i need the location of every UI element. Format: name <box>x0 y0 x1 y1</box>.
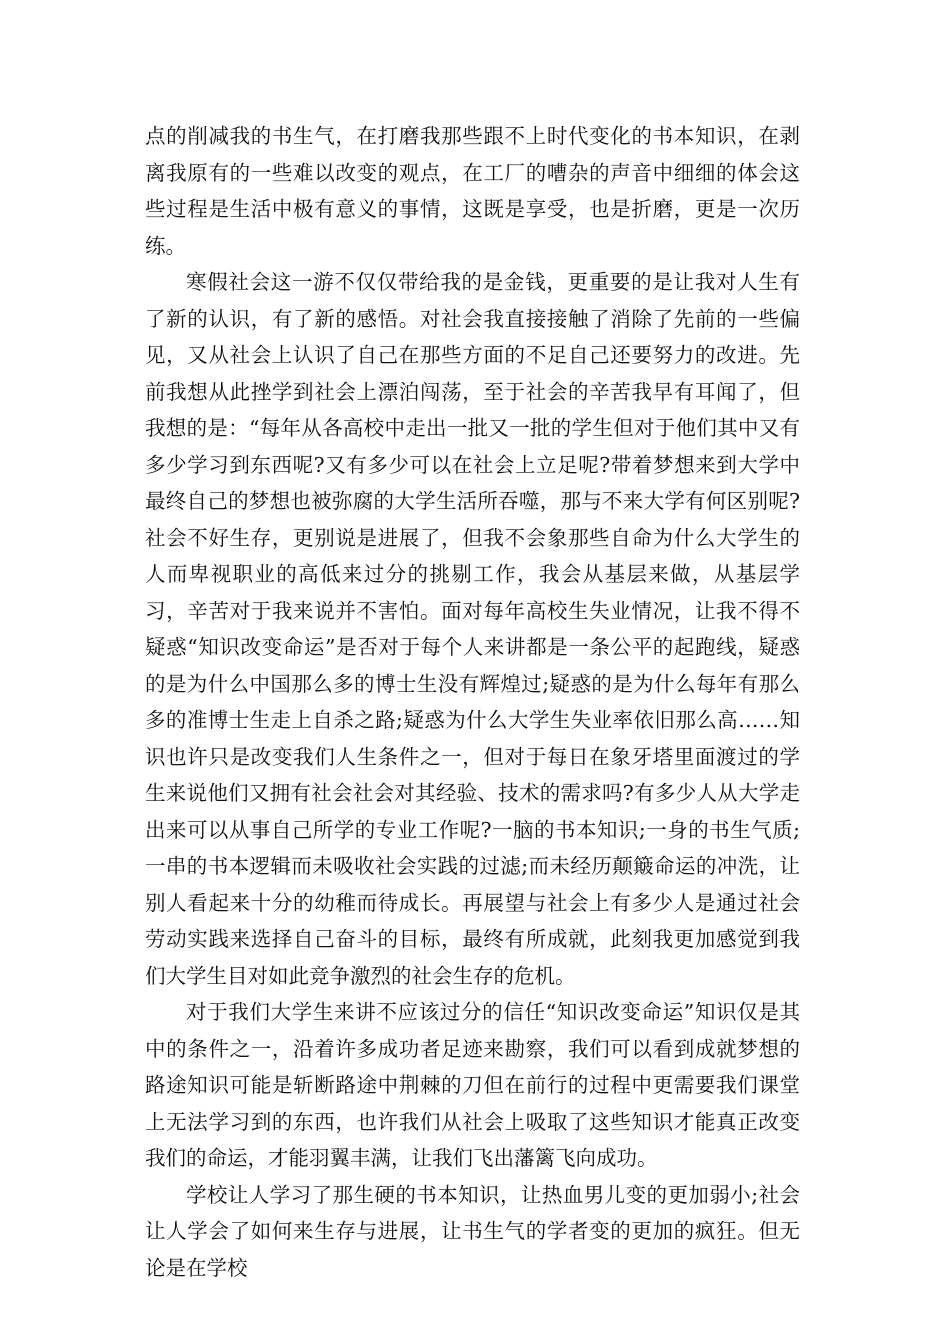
document-body <box>145 118 800 1286</box>
paragraph-4: 学校让人学习了那生硬的书本知识，让热血男儿变的更加弱小;社会让人学会了如何来生存与进展，让书生气的学者变的更加的疯狂。但无论是在学校 <box>145 1182 800 1280</box>
paragraph-3: 对于我们大学生来讲不应该过分的信任“知识改变命运”知识仅是其中的条件之一，沿着许多成功者足迹来勘察，我们可以看到成就梦想的路途知识可能是斩断路途中荆棘的刀但在前行的过程中更需要我们课堂上无法学习到的东西，也许我们从社会上吸取了这些知识才能真正改变我们的命运，才能羽翼丰满，让我们飞出藩篱飞向成功。 <box>145 1000 800 1170</box>
paragraph-2: 寒假社会这一游不仅仅带给我的是金钱，更重要的是让我对人生有了新的认识，有了新的感悟。对社会我直接接触了消除了先前的一些偏见，又从社会上认识了自己在那些方面的不足自己还要努力的改进。先前我想从此挫学到社会上漂泊闯荡，至于社会的辛苦我早有耳闻了，但我想的是：“每年从各高校中走出一批又一批的学生但对于他们其中又有多少学习到东西呢?又有多少可以在社会上立足呢?带着梦想来到大学中最终自己的梦想也被弥腐的大学生活所吞噬，那与不来大学有何区别呢?社会不好生存，更别说是进展了，但我不会象那些自命为什么大学生的人而卑视职业的高低来过分的挑剔工作，我会从基层来做，从基层学习，辛苦对于我来说并不害怕。面对每年高校生失业情况，让我不得不疑惑“知识改变命运”是否对于每个人来讲都是一条公平的起跑线，疑惑的是为什么中国那么多的博士生没有辉煌过;疑惑的是为什么每年有那么多的准博士生走上自杀之路;疑惑为什么大学生失业率依旧那么高……知识也许只是改变我们人生条件之一，但对于每日在象牙塔里面渡过的学生来说他们又拥有社会社会对其经验、技术的需求吗?有多少人从大学走出来可以从事自己所学的专业工作呢?一脑的书本知识;一身的书生气质;一串的书本逻辑而未吸收社会实践的过滤;而未经历颠簸命运的冲洗，让别人看起来十分的幼稚而待成长。再展望与社会上有多少人是通过社会劳动实践来选择自己奋斗的目标，最终有所成就，此刻我更加感觉到我们大学生目对如此竞争激烈的社会生存的危机。 <box>145 270 800 988</box>
paragraph-1: 点的削减我的书生气，在打磨我那些跟不上时代变化的书本知识，在剥离我原有的一些难以改变的观点，在工厂的嘈杂的声音中细细的体会这些过程是生活中极有意义的事情，这既是享受，也是折磨，更是一次历练。 <box>145 124 800 258</box>
